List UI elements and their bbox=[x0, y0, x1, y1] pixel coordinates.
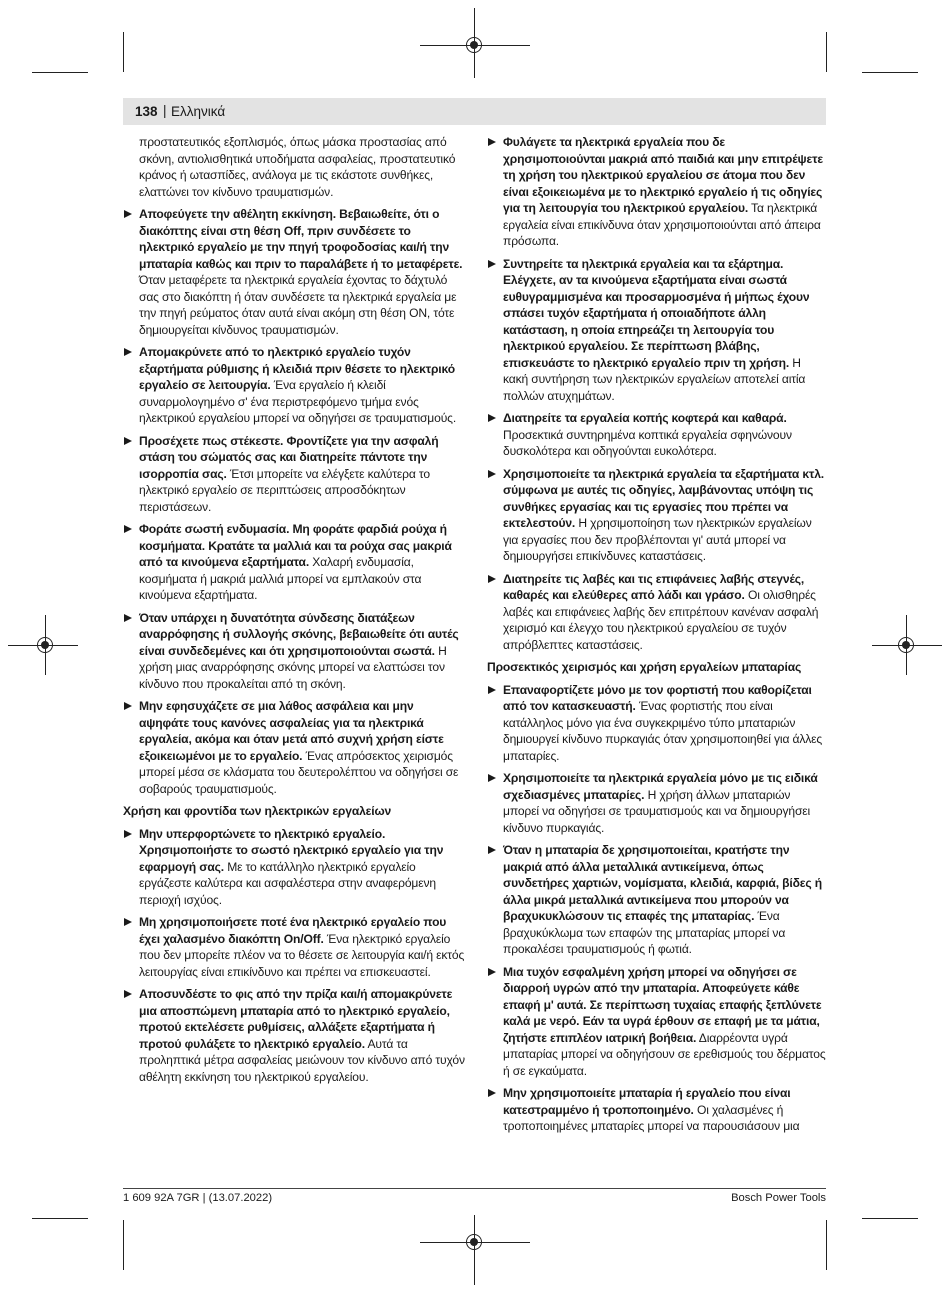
bullet-triangle-icon bbox=[124, 990, 132, 998]
bullet-triangle-icon bbox=[488, 1089, 496, 1097]
bullet-bold-text: Αποφεύγετε την αθέλητη εκκίνηση. Βεβαιωθείτε, ότι ο διακόπτης είναι στη θέση Off, πριν συνδέσετε το ηλεκτρικό εργαλείο με την πηγή τροφοδοσίας και/ή την μπαταρία καθώς και πριν το παραλάβετε ή το μεταφέρετε. bbox=[139, 207, 463, 271]
bullet-item bbox=[487, 1085, 829, 1135]
bullet-body-text: Χαλαρή ενδυμασία, κοσμήματα ή μακριά μαλλιά μπορεί να εμπλακούν στα κινούμενα εξαρτήματα. bbox=[139, 555, 422, 602]
bullet-triangle-icon bbox=[124, 702, 132, 710]
bullet-bold-text: Προσέχετε πως στέκεστε. Φροντίζετε για την ασφαλή στάση του σώματός σας και διατηρείτε πάντοτε την ισορροπία σας. bbox=[139, 433, 439, 481]
bullet-item bbox=[487, 134, 829, 250]
bullet-bold-text: Επαναφορτίζετε μόνο με τον φορτιστή που καθορίζεται από τον κατασκευαστή. bbox=[503, 682, 812, 713]
bullet-triangle-icon bbox=[124, 830, 132, 838]
bullet-body-text: Τα ηλεκτρικά εργαλεία είναι επικίνδυνα όταν χρησιμοποιούνται από άπειρα πρόσωπα. bbox=[503, 201, 821, 248]
bullet-triangle-icon bbox=[488, 470, 496, 478]
bullet-item bbox=[487, 842, 829, 958]
registration-mark-icon bbox=[466, 37, 482, 53]
bullet-bold-text: Όταν υπάρχει η δυνατότητα σύνδεσης διατάξεων αναρρόφησης ή συλλογής σκόνης, βεβαιωθείτε ότι αυτές είναι συνδεδεμένες και ότι χρησιμοποιούνται σωστά. bbox=[139, 610, 459, 658]
bullet-item bbox=[487, 770, 829, 836]
bullet-triangle-icon bbox=[488, 686, 496, 694]
bullet-item bbox=[123, 698, 465, 797]
bullet-bold-text: Μια τυχόν εσφαλμένη χρήση μπορεί να οδηγήσει σε διαρροή υγρών από την μπαταρία. Αποφεύγετε κάθε επαφή μ' αυτά. Σε περίπτωση τυχαίας επαφής ξεπλύνετε καλά με νερό. Εάν τα υγρά έρθουν σε επαφή με τα μάτια, ζητήστε επιπλέον ιατρική βοήθεια. bbox=[503, 964, 822, 1045]
bullet-item bbox=[123, 206, 465, 338]
paragraph: προστατευτικός εξοπλισμός, όπως μάσκα προστασίας από σκόνη, αντιολισθητικά υποδήματα ασφαλείας, προστατευτικό κράνος ή ωτασπίδες, ανάλογα με τις εκάστοτε συνθήκες, ελαττώνει τον κίνδυνο τραυματισμών. bbox=[139, 135, 456, 199]
bullet-bold-text: Φυλάγετε τα ηλεκτρικά εργαλεία που δε χρησιμοποιούνται μακριά από παιδιά και μην επιτρέψετε τη χρήση του ηλεκτρικού εργαλείου σε άτομα που δεν είναι εξοικειωμένα με το ηλεκτρικό εργαλείο ή τις οδηγίες για τη λειτουργία του ηλεκτρικού εργαλείου. bbox=[503, 135, 823, 215]
bullet-item bbox=[123, 914, 465, 980]
bullet-triangle-icon bbox=[124, 525, 132, 533]
bullet-body-text: Διαρρέοντα υγρά μπαταρίας μπορεί να οδηγήσουν σε ερεθισμούς του δέρματος ή σε εγκαύματα. bbox=[503, 1030, 826, 1078]
bullet-body-text: Προσεκτικά συντηρημένα κοπτικά εργαλεία σφηνώνουν δυσκολότερα και οδηγούνται ευκολότερα. bbox=[503, 427, 792, 458]
bullet-item bbox=[487, 571, 829, 654]
bullet-triangle-icon bbox=[124, 210, 132, 218]
crop-mark bbox=[32, 72, 88, 73]
bullet-item bbox=[487, 410, 829, 460]
bullet-bold-text: Μη χρησιμοποιήσετε ποτέ ένα ηλεκτρικό εργαλείο που έχει χαλασμένο διακόπτη On/Off. bbox=[139, 915, 447, 946]
bullet-bold-text: Μην υπερφορτώνετε το ηλεκτρικό εργαλείο. Χρησιμοποιήστε το σωστό ηλεκτρικό εργαλείο για την εφαρμογή σας. bbox=[139, 826, 444, 874]
section-heading: Προσεκτικός χειρισμός και χρήση εργαλείων μπαταρίας bbox=[487, 660, 802, 674]
bullet-bold-text: Μην εφησυχάζετε σε μια λάθος ασφάλεια και μην αψηφάτε τους κανόνες ασφαλείας για τα ηλεκτρικά εργαλεία, ακόμα και όταν μετά από συχνή χρήση είστε εξοικειωμένοι με το εργαλείο. bbox=[139, 699, 444, 763]
bullet-bold-text: Αποσυνδέστε το φις από την πρίζα και/ή απομακρύνετε μια αποσπώμενη μπαταρία από το ηλεκτρικό εργαλείο, προτού εκτελέσετε ρυθμίσεις, αλλάξετε εξαρτήματα ή προτού φυλάξετε το ηλεκτρικό εργαλείο. bbox=[139, 987, 453, 1051]
bullet-triangle-icon bbox=[488, 774, 496, 782]
page-header bbox=[123, 98, 826, 125]
bullet-body-text: Ένας απρόσεκτος χειρισμός μπορεί μέσα σε κλάσματα του δευτερολέπτου να οδηγήσει σε σοβαρούς τραυματισμούς. bbox=[139, 748, 459, 796]
bullet-triangle-icon bbox=[488, 846, 496, 854]
bullet-body-text: Ένας φορτιστής που είναι κατάλληλος μόνο για ένα συγκεκριμένο τύπο μπαταριών δημιουργεί κίνδυνο πυρκαγιάς όταν χρησιμοποιηθεί για άλλες μπαταρίες. bbox=[503, 699, 823, 763]
bullet-item bbox=[123, 521, 465, 604]
registration-mark-icon bbox=[898, 637, 914, 653]
bullet-bold-text: Χρησιμοποιείτε τα ηλεκτρικά εργαλεία μόνο με τις ειδικά σχεδιασμένες μπαταρίες. bbox=[503, 771, 818, 802]
section-heading: Χρήση και φροντίδα των ηλεκτρικών εργαλείων bbox=[123, 804, 392, 818]
bullet-item bbox=[123, 344, 465, 427]
document-code: 1 609 92A 7GR | (13.07.2022) bbox=[123, 1192, 273, 1204]
bullet-triangle-icon bbox=[488, 260, 496, 268]
bullet-triangle-icon bbox=[124, 348, 132, 356]
bullet-bold-text: Απομακρύνετε από το ηλεκτρικό εργαλείο τυχόν εξαρτήματα ρύθμισης ή κλειδιά πριν θέσετε το ηλεκτρικό εργαλείο σε λειτουργία. bbox=[139, 345, 455, 392]
bullet-body-text: Οι ολισθηρές λαβές και επιφάνειες λαβής δεν επιτρέπουν κανέναν ασφαλή χειρισμό και έλεγχο του ηλεκτρικού εργαλείου σε τυχόν απρόβλεπτες καταστάσεις. bbox=[503, 588, 819, 652]
crop-mark bbox=[862, 1218, 918, 1219]
bullet-body-text: Η χρήση μιας αναρρόφησης σκόνης μπορεί να ελαττώσει τον κίνδυνο που προκαλείται από τη σκόνη. bbox=[139, 643, 447, 691]
crop-mark bbox=[32, 1218, 88, 1219]
right-column bbox=[487, 134, 829, 1141]
crop-mark bbox=[826, 1220, 827, 1270]
crop-mark bbox=[123, 1220, 124, 1270]
bullet-body-text: Με το κατάλληλο ηλεκτρικό εργαλείο εργάζεστε καλύτερα και ασφαλέστερα στην αναφερόμενη περιοχή ισχύος. bbox=[139, 859, 436, 907]
section-language: Ελληνικά bbox=[171, 104, 226, 119]
bullet-item bbox=[123, 610, 465, 693]
footer-divider bbox=[123, 1188, 826, 1189]
bullet-item bbox=[123, 986, 465, 1085]
bullet-body-text: Ένα βραχυκύκλωμα των επαφών της μπαταρίας μπορεί να προκαλέσει τραυματισμούς ή φωτιά. bbox=[503, 909, 786, 956]
bullet-bold-text: Χρησιμοποιείτε τα ηλεκτρικά εργαλεία τα εξαρτήματα κτλ. σύμφωνα με αυτές τις οδηγίες, λαμβάνοντας υπόψη τις συνθήκες εργασίας και τις εργασίες που πρέπει να εκτελεστούν. bbox=[503, 466, 824, 530]
bullet-body-text: Όταν μεταφέρετε τα ηλεκτρικά εργαλεία έχοντας το δάχτυλό σας στο διακόπτη ή όταν συνδέσετε τα ηλεκτρικά εργαλεία με την πηγή ρεύματος όταν αυτά είναι ακόμη στη θέση ON, τότε δημιουργείται κίνδυνος τραυματισμών. bbox=[139, 273, 457, 337]
header-separator: | bbox=[163, 103, 167, 118]
bullet-triangle-icon bbox=[124, 614, 132, 622]
bullet-body-text: Η κακή συντήρηση των ηλεκτρικών εργαλείων αποτελεί αιτία πολλών ατυχημάτων. bbox=[503, 355, 806, 403]
crop-mark bbox=[123, 32, 124, 72]
bullet-body-text: Ένα ηλεκτρικό εργαλείο που δεν μπορείτε πλέον να το θέσετε σε λειτουργία και/ή εκτός λειτουργίας είναι επικίνδυνο και πρέπει να επισκευαστεί. bbox=[139, 931, 465, 979]
registration-mark-icon bbox=[466, 1234, 482, 1250]
crop-mark bbox=[826, 32, 827, 72]
bullet-body-text: Η χρήση άλλων μπαταριών μπορεί να οδηγήσει σε τραυματισμούς και να δημιουργήσει κίνδυνο πυρκαγιάς. bbox=[503, 787, 811, 835]
bullet-body-text: Αυτά τα προληπτικά μέτρα ασφαλείας μειώνουν τον κίνδυνο από τυχόν αθέλητη εκκίνηση του ηλεκτρικού εργαλείου. bbox=[139, 1036, 465, 1084]
bullet-body-text: Οι χαλασμένες ή τροποποιημένες μπαταρίες μπορεί να παρουσιάσουν μια bbox=[503, 1102, 800, 1133]
registration-mark-icon bbox=[37, 637, 53, 653]
bullet-bold-text: Όταν η μπαταρία δε χρησιμοποιείται, κρατήστε την μακριά από άλλα μεταλλικά αντικείμενα, όπως συνδετήρες χαρτιών, νομίσματα, κλειδιά, καρφιά, βίδες ή άλλα μικρά μεταλλικά αντικείμενα που μπορούν να βραχυκυκλώσουν τις επαφές της μπαταρίας. bbox=[503, 843, 822, 923]
bullet-triangle-icon bbox=[488, 414, 496, 422]
bullet-body-text: Έτσι μπορείτε να ελέγξετε καλύτερα το ηλεκτρικό εργαλείο σε περιπτώσεις απροσδόκητων περιστάσεων. bbox=[139, 466, 430, 514]
bullet-body-text: Η χρησιμοποίηση των ηλεκτρικών εργαλείων για εργασίες που δεν προβλέπονται γι' αυτά μπορεί να δημιουργήσει επικίνδυνες καταστάσεις. bbox=[503, 516, 812, 563]
bullet-item bbox=[123, 826, 465, 909]
crop-mark bbox=[862, 72, 918, 73]
bullet-bold-text: Διατηρείτε τις λαβές και τις επιφάνειες λαβής στεγνές, καθαρές και ελεύθερες από λάδι και γράσο. bbox=[503, 571, 805, 602]
brand-name: Bosch Power Tools bbox=[731, 1192, 826, 1204]
bullet-item bbox=[487, 682, 829, 765]
bullet-body-text: Ένα εργαλείο ή κλειδί συναρμολογημένο σ' ένα περιστρεφόμενο τμήμα ενός ηλεκτρικού εργαλείου μπορεί να οδηγήσει σε τραυματισμούς. bbox=[139, 378, 457, 425]
bullet-item bbox=[487, 964, 829, 1080]
bullet-bold-text: Διατηρείτε τα εργαλεία κοπής κοφτερά και καθαρά. bbox=[503, 411, 787, 425]
bullet-bold-text: Μην χρησιμοποιείτε μπαταρία ή εργαλείο που είναι κατεστραμμένο ή τροποποιημένο. bbox=[503, 1086, 791, 1117]
bullet-triangle-icon bbox=[488, 575, 496, 583]
bullet-item bbox=[123, 433, 465, 516]
bullet-triangle-icon bbox=[124, 918, 132, 926]
registration-mark-line bbox=[474, 1215, 475, 1285]
bullet-bold-text: Συντηρείτε τα ηλεκτρικά εργαλεία και τα εξάρτημα. Ελέγχετε, αν τα κινούμενα εξαρτήματα είναι σωστά ευθυγραμμισμένα και προσαρμοσμένα ή μήπως έχουν σπάσει τυχόν εξαρτήματα ή οποιαδήποτε άλλη κατάσταση, η οποία επηρεάζει τη λειτουργία του ηλεκτρικού εργαλείου. Σε περίπτωση βλάβης, επισκευάστε το ηλεκτρικό εργαλείο πριν τη χρήση. bbox=[503, 256, 810, 370]
bullet-bold-text: Φοράτε σωστή ενδυμασία. Μη φοράτε φαρδιά ρούχα ή κοσμήματα. Κρατάτε τα μαλλιά και τα ρούχα σας μακριά από τα κινούμενα εξαρτήματα. bbox=[139, 522, 452, 569]
page-number: 138 bbox=[135, 104, 158, 119]
bullet-triangle-icon bbox=[124, 437, 132, 445]
bullet-item bbox=[487, 466, 829, 565]
bullet-item bbox=[487, 256, 829, 405]
left-column bbox=[123, 134, 465, 1091]
bullet-triangle-icon bbox=[488, 138, 496, 146]
bullet-triangle-icon bbox=[488, 968, 496, 976]
